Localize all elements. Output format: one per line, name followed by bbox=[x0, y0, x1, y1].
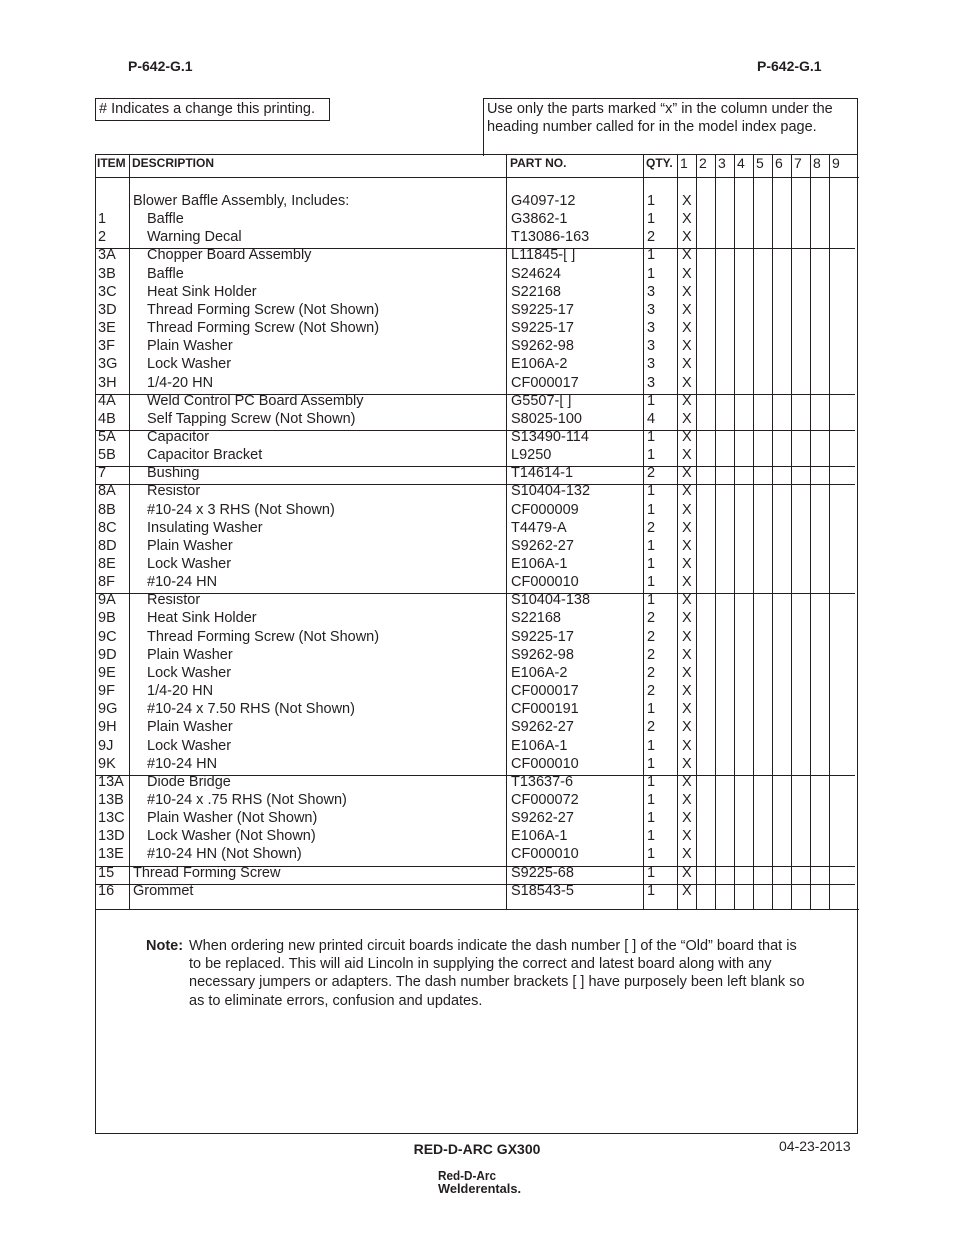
row-model-mark: X bbox=[682, 501, 692, 518]
row-description: Grommet bbox=[133, 882, 194, 899]
note-text: When ordering new printed circuit boards indicate the dash number [ ] of the “Old” board that is to be replaced. This will aid Lincoln in supplying the correct and latest board along with any necessary jumpers or adapters. The dash number brackets [ ] have purposely been left blank so as to eliminate errors, confusion and updates. bbox=[189, 938, 805, 1009]
row-part-number: S9225-17 bbox=[511, 301, 574, 318]
row-item-number: 13C bbox=[98, 810, 125, 827]
row-item-number: 8C bbox=[98, 519, 117, 536]
row-item-number: 9G bbox=[98, 701, 118, 718]
row-item-number: 9B bbox=[98, 610, 116, 627]
row-description: Heat Sink Holder bbox=[147, 610, 257, 627]
row-quantity: 1 bbox=[647, 846, 656, 863]
row-description: Capacitor Bracket bbox=[147, 447, 263, 464]
row-model-mark: X bbox=[682, 846, 692, 863]
row-part-number: CF000191 bbox=[511, 701, 579, 718]
row-description: Insulating Washer bbox=[147, 519, 263, 536]
row-model-mark: X bbox=[682, 701, 692, 718]
row-quantity: 2 bbox=[647, 519, 656, 536]
row-item-number: 13D bbox=[98, 828, 125, 845]
header-model-6: 6 bbox=[775, 155, 783, 171]
row-part-number: S9262-98 bbox=[511, 338, 574, 355]
row-part-number: S9225-17 bbox=[511, 320, 574, 337]
row-model-mark: X bbox=[682, 810, 692, 827]
note-label: Note: bbox=[146, 938, 184, 954]
page-code-right: P-642-G.1 bbox=[757, 58, 822, 74]
row-part-number: CF000017 bbox=[511, 374, 579, 391]
row-part-number: S22168 bbox=[511, 610, 561, 627]
row-model-mark: X bbox=[682, 356, 692, 373]
row-quantity: 2 bbox=[647, 465, 656, 482]
row-model-mark: X bbox=[682, 610, 692, 627]
row-model-mark: X bbox=[682, 410, 692, 427]
row-item-number: 13E bbox=[98, 846, 124, 863]
header-part-no: PART NO. bbox=[510, 156, 567, 170]
header-model-9: 9 bbox=[832, 155, 840, 171]
row-quantity: 1 bbox=[647, 737, 656, 754]
row-description: #10-24 x .75 RHS (Not Shown) bbox=[147, 791, 347, 808]
row-item-number: 9D bbox=[98, 646, 117, 663]
row-item-number: 9K bbox=[98, 755, 116, 772]
row-quantity: 3 bbox=[647, 356, 656, 373]
column-divider bbox=[715, 155, 716, 909]
row-quantity: 2 bbox=[647, 664, 656, 681]
row-part-number: T13637-6 bbox=[511, 773, 574, 790]
row-description: Lock Washer bbox=[147, 556, 232, 572]
row-description: #10-24 HN (Not Shown) bbox=[147, 846, 302, 863]
row-description: Capacitor bbox=[147, 428, 210, 445]
row-item-number: 3H bbox=[98, 374, 117, 391]
row-model-mark: X bbox=[682, 247, 692, 264]
footer-date: 04-23-2013 bbox=[779, 1138, 851, 1154]
row-description: Baffle bbox=[147, 265, 184, 282]
column-divider bbox=[791, 155, 792, 909]
row-model-mark: X bbox=[682, 428, 692, 445]
logo-line-2: Welderentals. bbox=[438, 1181, 521, 1196]
row-item-number: 1 bbox=[98, 211, 107, 228]
row-part-number: S13490-114 bbox=[511, 428, 589, 445]
row-description: Plain Washer bbox=[147, 338, 233, 355]
row-description: Lock Washer bbox=[147, 356, 232, 373]
row-item-number: 5B bbox=[98, 447, 116, 464]
column-divider bbox=[810, 155, 811, 909]
row-quantity: 1 bbox=[647, 701, 656, 718]
header-model-7: 7 bbox=[794, 155, 802, 171]
row-quantity: 1 bbox=[647, 556, 656, 572]
row-quantity: 2 bbox=[647, 683, 656, 700]
header-item: ITEM bbox=[97, 156, 126, 170]
row-quantity: 2 bbox=[647, 610, 656, 627]
row-model-mark: X bbox=[682, 791, 692, 808]
row-model-mark: X bbox=[682, 737, 692, 754]
row-part-number: CF000010 bbox=[511, 755, 579, 772]
row-model-mark: X bbox=[682, 592, 692, 609]
row-model-mark: X bbox=[682, 773, 692, 790]
column-divider bbox=[734, 155, 735, 909]
row-description: 1/4-20 HN bbox=[147, 683, 214, 700]
row-description: Thread Forming Screw bbox=[133, 864, 281, 881]
row-item-number: 8A bbox=[98, 483, 116, 500]
row-model-mark: X bbox=[682, 537, 692, 554]
header-model-8: 8 bbox=[813, 155, 821, 171]
row-model-mark: X bbox=[682, 374, 692, 391]
row-part-number: S9262-27 bbox=[511, 810, 574, 827]
row-part-number: G5507-[ ] bbox=[511, 392, 572, 409]
group-rule bbox=[96, 430, 855, 431]
row-description: Plain Washer bbox=[147, 719, 233, 736]
row-part-number: S8025-100 bbox=[511, 410, 582, 427]
row-quantity: 3 bbox=[647, 283, 656, 300]
row-model-mark: X bbox=[682, 447, 692, 464]
row-part-number: L9250 bbox=[511, 447, 552, 464]
row-quantity: 1 bbox=[647, 828, 656, 845]
row-description: Lock Washer bbox=[147, 664, 232, 681]
group-rule bbox=[96, 484, 855, 485]
row-quantity: 1 bbox=[647, 773, 656, 790]
row-part-number: CF000072 bbox=[511, 791, 579, 808]
row-model-mark: X bbox=[682, 229, 692, 246]
row-description: Diode Bridge bbox=[147, 773, 231, 790]
row-description: #10-24 HN bbox=[147, 574, 218, 591]
row-item-number: 9J bbox=[98, 737, 114, 754]
row-model-mark: X bbox=[682, 556, 692, 572]
row-description: Weld Control PC Board Assembly bbox=[147, 392, 364, 409]
row-part-number: G3862-1 bbox=[511, 211, 568, 228]
usage-notice: Use only the parts marked “x” in the column under the heading number called for in the model index page. bbox=[487, 101, 833, 135]
row-item-number: 16 bbox=[98, 882, 115, 899]
row-part-number: CF000010 bbox=[511, 846, 579, 863]
row-part-number: S10404-132 bbox=[511, 483, 591, 500]
row-quantity: 1 bbox=[647, 755, 656, 772]
row-model-mark: X bbox=[682, 646, 692, 663]
row-description: Baffle bbox=[147, 211, 184, 228]
column-divider bbox=[772, 155, 773, 909]
row-model-mark: X bbox=[682, 338, 692, 355]
row-model-mark: X bbox=[682, 211, 692, 228]
row-description: Lock Washer bbox=[147, 737, 232, 754]
row-description: Resistor bbox=[147, 483, 201, 500]
row-description: 1/4-20 HN bbox=[147, 374, 214, 391]
row-model-mark: X bbox=[682, 483, 692, 500]
row-quantity: 1 bbox=[647, 483, 656, 500]
row-part-number: E106A-2 bbox=[511, 664, 568, 681]
logo-line-1: Red-D-Arc bbox=[438, 1168, 496, 1183]
row-quantity: 3 bbox=[647, 338, 656, 355]
column-divider bbox=[129, 155, 130, 909]
row-item-number: 5A bbox=[98, 428, 116, 445]
row-model-mark: X bbox=[682, 755, 692, 772]
group-rule bbox=[96, 466, 855, 467]
row-quantity: 1 bbox=[647, 864, 656, 881]
row-item-number: 3E bbox=[98, 320, 116, 337]
column-divider bbox=[829, 155, 830, 909]
row-quantity: 1 bbox=[647, 447, 656, 464]
row-item-number: 2 bbox=[98, 229, 107, 246]
row-part-number: S9262-27 bbox=[511, 537, 574, 554]
row-quantity: 1 bbox=[647, 428, 656, 445]
row-description: Warning Decal bbox=[147, 229, 242, 246]
row-description: Blower Baffle Assembly, Includes: bbox=[133, 193, 350, 209]
row-part-number: G4097-12 bbox=[511, 193, 576, 209]
row-quantity: 3 bbox=[647, 374, 656, 391]
row-model-mark: X bbox=[682, 265, 692, 282]
row-quantity: 1 bbox=[647, 791, 656, 808]
row-quantity: 2 bbox=[647, 628, 656, 645]
row-quantity: 1 bbox=[647, 193, 656, 209]
row-model-mark: X bbox=[682, 719, 692, 736]
row-item-number: 8D bbox=[98, 537, 117, 554]
row-quantity: 2 bbox=[647, 229, 656, 246]
row-quantity: 2 bbox=[647, 646, 656, 663]
row-part-number: CF000017 bbox=[511, 683, 579, 700]
row-item-number: 8B bbox=[98, 501, 116, 518]
row-quantity: 4 bbox=[647, 410, 656, 427]
row-part-number: S18543-5 bbox=[511, 882, 574, 899]
row-item-number: 9E bbox=[98, 664, 116, 681]
row-quantity: 1 bbox=[647, 574, 656, 591]
row-part-number: T4479-A bbox=[511, 519, 567, 536]
change-notice: # Indicates a change this printing. bbox=[99, 101, 316, 117]
row-item-number: 9C bbox=[98, 628, 117, 645]
row-part-number: E106A-1 bbox=[511, 828, 568, 845]
row-item-number: 3C bbox=[98, 283, 117, 300]
row-item-number: 3G bbox=[98, 356, 118, 373]
row-model-mark: X bbox=[682, 465, 692, 482]
row-item-number: 9F bbox=[98, 683, 115, 700]
row-model-mark: X bbox=[682, 828, 692, 845]
header-description: DESCRIPTION bbox=[132, 156, 215, 170]
page-code-left: P-642-G.1 bbox=[128, 58, 193, 74]
row-description: #10-24 HN bbox=[147, 755, 218, 772]
column-divider bbox=[753, 155, 754, 909]
row-quantity: 3 bbox=[647, 320, 656, 337]
row-model-mark: X bbox=[682, 193, 692, 209]
column-divider bbox=[506, 155, 507, 909]
row-model-mark: X bbox=[682, 301, 692, 318]
header-model-3: 3 bbox=[718, 155, 726, 171]
row-description: Plain Washer bbox=[147, 537, 233, 554]
row-description: Bushing bbox=[147, 465, 200, 482]
row-part-number: T13086-163 bbox=[511, 229, 590, 246]
usage-notice-box bbox=[483, 98, 858, 156]
row-quantity: 1 bbox=[647, 592, 656, 609]
row-part-number: E106A-1 bbox=[511, 556, 568, 572]
row-model-mark: X bbox=[682, 683, 692, 700]
row-model-mark: X bbox=[682, 882, 692, 899]
row-item-number: 13B bbox=[98, 791, 124, 808]
row-model-mark: X bbox=[682, 864, 692, 881]
row-part-number: S9225-17 bbox=[511, 628, 574, 645]
row-item-number: 8F bbox=[98, 574, 115, 591]
row-quantity: 1 bbox=[647, 537, 656, 554]
header-model-2: 2 bbox=[699, 155, 707, 171]
row-description: Thread Forming Screw (Not Shown) bbox=[147, 628, 380, 645]
row-part-number: E106A-2 bbox=[511, 356, 568, 373]
column-divider bbox=[643, 155, 644, 909]
row-description: Chopper Board Assembly bbox=[147, 247, 312, 264]
change-notice-box bbox=[95, 98, 330, 121]
row-description: Plain Washer (Not Shown) bbox=[147, 810, 318, 827]
header-qty: QTY. bbox=[646, 156, 673, 170]
row-part-number: S9225-68 bbox=[511, 864, 574, 881]
row-description: #10-24 x 7.50 RHS (Not Shown) bbox=[147, 701, 355, 718]
row-part-number: CF000009 bbox=[511, 501, 579, 518]
row-quantity: 1 bbox=[647, 265, 656, 282]
row-quantity: 1 bbox=[647, 882, 656, 899]
column-divider bbox=[677, 155, 678, 909]
row-quantity: 1 bbox=[647, 810, 656, 827]
row-quantity: 1 bbox=[647, 501, 656, 518]
row-part-number: S24624 bbox=[511, 265, 561, 282]
row-model-mark: X bbox=[682, 283, 692, 300]
row-part-number: S22168 bbox=[511, 283, 561, 300]
red-d-arc-logo bbox=[438, 1168, 528, 1203]
row-item-number: 9A bbox=[98, 592, 116, 609]
row-part-number: L11845-[ ] bbox=[511, 247, 576, 264]
row-part-number: S10404-138 bbox=[511, 592, 591, 609]
row-item-number: 8E bbox=[98, 556, 116, 572]
header-rule bbox=[96, 177, 859, 178]
row-quantity: 3 bbox=[647, 301, 656, 318]
row-item-number: 15 bbox=[98, 864, 115, 881]
row-description: #10-24 x 3 RHS (Not Shown) bbox=[147, 501, 335, 518]
row-item-number: 4B bbox=[98, 410, 116, 427]
row-part-number: S9262-98 bbox=[511, 646, 574, 663]
row-description: Self Tapping Screw (Not Shown) bbox=[147, 410, 356, 427]
row-item-number: 3D bbox=[98, 301, 117, 318]
table-bottom-rule bbox=[96, 909, 859, 910]
row-part-number: S9262-27 bbox=[511, 719, 574, 736]
header-model-5: 5 bbox=[756, 155, 764, 171]
row-item-number: 3A bbox=[98, 247, 116, 264]
row-model-mark: X bbox=[682, 628, 692, 645]
row-item-number: 9H bbox=[98, 719, 117, 736]
row-description: Heat Sink Holder bbox=[147, 283, 257, 300]
row-part-number: E106A-1 bbox=[511, 737, 568, 754]
row-model-mark: X bbox=[682, 574, 692, 591]
row-item-number: 13A bbox=[98, 773, 124, 790]
row-part-number: T14614-1 bbox=[511, 465, 574, 482]
row-model-mark: X bbox=[682, 664, 692, 681]
row-description: Resistor bbox=[147, 592, 201, 609]
group-rule bbox=[96, 884, 855, 885]
row-quantity: 1 bbox=[647, 247, 656, 264]
logo-mark bbox=[438, 1168, 528, 1198]
row-description: Thread Forming Screw (Not Shown) bbox=[147, 320, 380, 337]
row-quantity: 1 bbox=[647, 211, 656, 228]
header-model-1: 1 bbox=[680, 155, 688, 171]
row-item-number: 4A bbox=[98, 392, 116, 409]
row-description: Plain Washer bbox=[147, 646, 233, 663]
group-rule bbox=[96, 593, 855, 594]
row-part-number: CF000010 bbox=[511, 574, 579, 591]
row-item-number: 7 bbox=[98, 465, 107, 482]
header-model-4: 4 bbox=[737, 155, 745, 171]
row-item-number: 3F bbox=[98, 338, 115, 355]
row-quantity: 2 bbox=[647, 719, 656, 736]
row-model-mark: X bbox=[682, 392, 692, 409]
row-description: Lock Washer (Not Shown) bbox=[147, 828, 316, 845]
row-description: Thread Forming Screw (Not Shown) bbox=[147, 301, 380, 318]
row-quantity: 1 bbox=[647, 392, 656, 409]
row-model-mark: X bbox=[682, 320, 692, 337]
column-divider bbox=[696, 155, 697, 909]
footer-title: RED-D-ARC GX300 bbox=[413, 1141, 541, 1157]
row-item-number: 3B bbox=[98, 265, 116, 282]
row-model-mark: X bbox=[682, 519, 692, 536]
